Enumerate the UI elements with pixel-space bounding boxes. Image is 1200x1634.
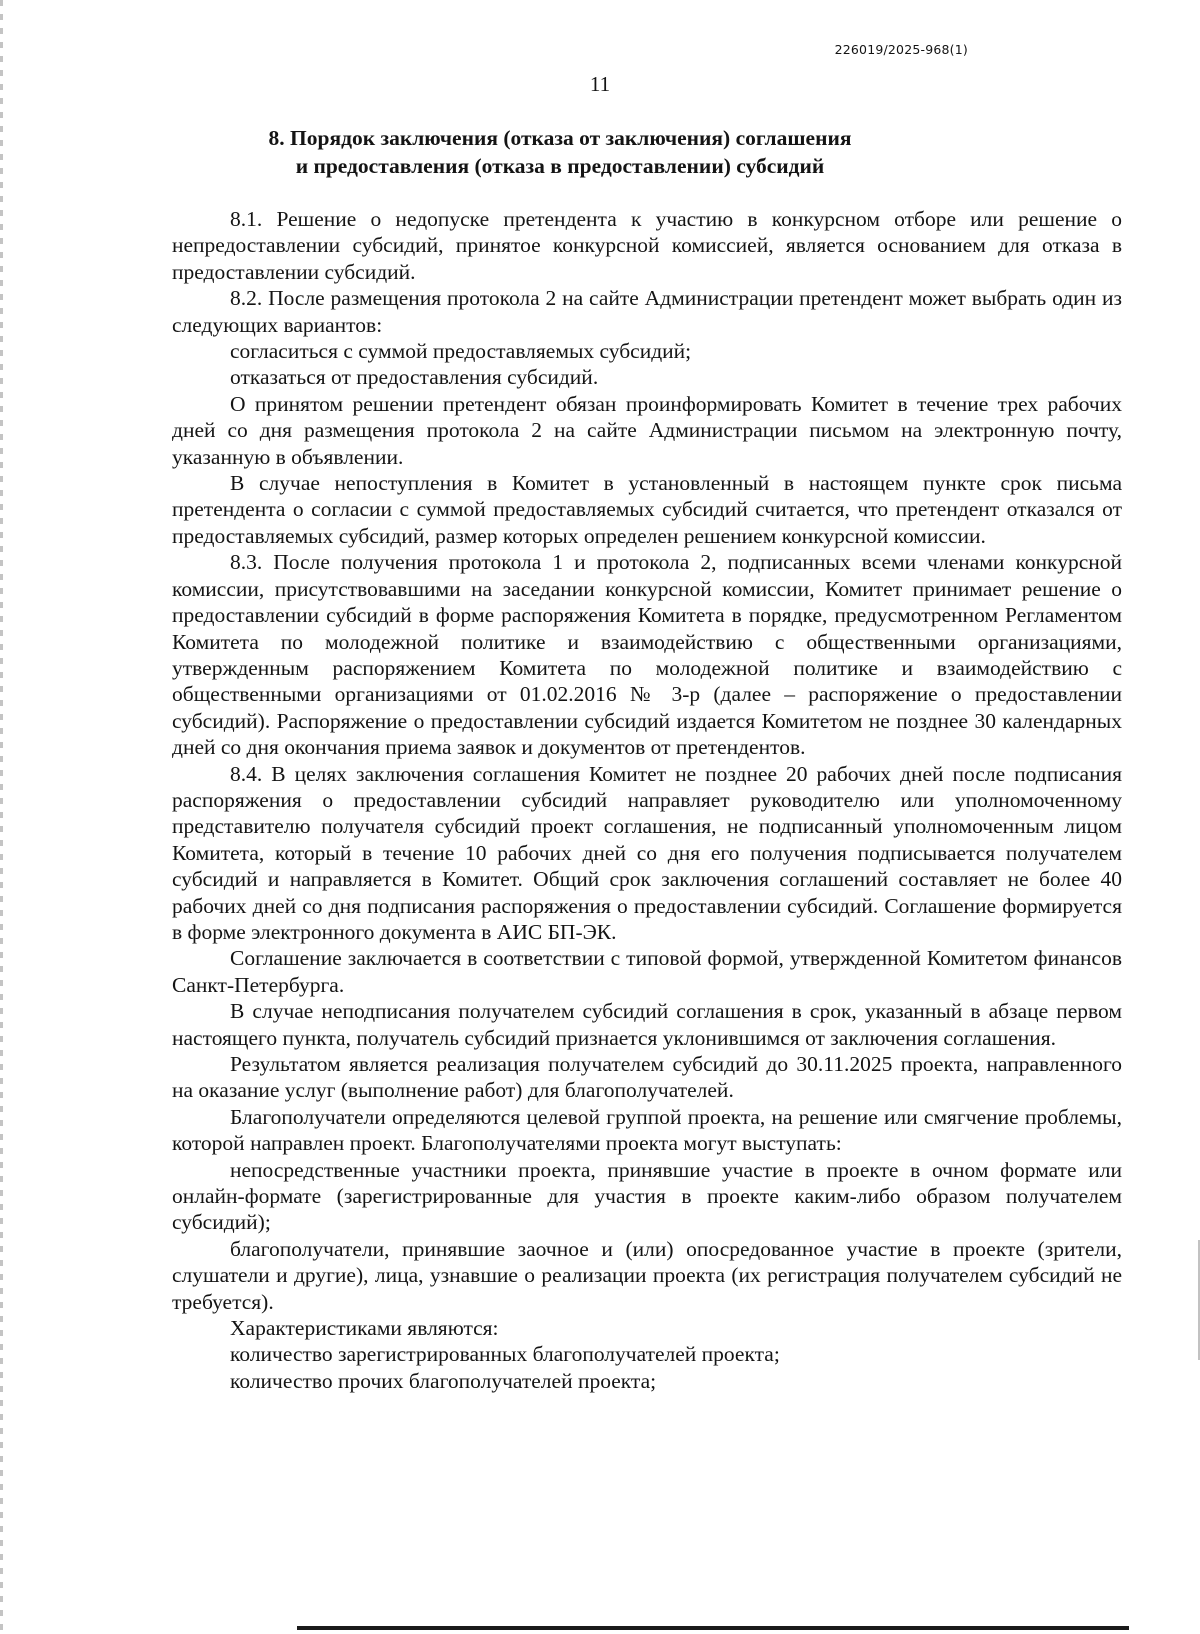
paragraph-indirect-participants: благополучатели, принявшие заочное и (или) опосредованное участие в проекте (зрители, слушатели и другие), лица, узнавшие о реализации проекта (их регистрация получателем субсидий не требуется). — [172, 1236, 1122, 1314]
paragraph-8-1: 8.1. Решение о недопуске претендента к участию в конкурсном отборе или решение о непредоставлении субсидий, принятое конкурсной комиссией, является основанием для отказа в предоставлении субсидий. — [172, 207, 1122, 284]
paragraph-notify: О принятом решении претендент обязан проинформировать Комитет в течение трех рабочих дней со дня размещения протокола 2 на сайте Администрации письмом на электронную почту, указанную в объявлении. — [172, 391, 1122, 469]
paragraph-direct-participants: непосредственные участники проекта, принявшие участие в проекте в очном формате или онлайн-формате (зарегистрированные для участия в проекте каким-либо образом получателем субсидий); — [172, 1157, 1122, 1235]
paragraph-no-response: В случае непоступления в Комитет в установленный в настоящем пункте срок письма претендента о согласии с суммой предоставляемых субсидий считается, что претендент отказался от предоставляемых субсидий, размер которых определен решением конкурсной комиссии. — [172, 471, 1122, 548]
paragraph-beneficiaries: Благополучатели определяются целевой группой проекта, на решение или смягчение проблемы, которой направлен проект. Благополучателями проекта могут выступать: — [172, 1104, 1122, 1156]
paragraph-non-signing: В случае неподписания получателем субсидий соглашения в срок, указанный в абзаце первом настоящего пункта, получатель субсидий признается уклонившимся от заключения соглашения. — [172, 999, 1122, 1050]
scan-left-edge-mark — [0, 0, 3, 1634]
option-item-agree: согласиться с суммой предоставляемых субсидий; — [230, 339, 692, 364]
paragraph-8-2: 8.2. После размещения протокола 2 на сайте Администрации претендент может выбрать один из следующих вариантов: — [172, 286, 1122, 337]
document-body — [172, 206, 1122, 1394]
paragraph-8-3: 8.3. После получения протокола 1 и протокола 2, подписанных всеми членами конкурсной комиссии, присутствовавшими на заседании конкурсной комиссии, Комитет принимает решение о предоставлении субсидий в форме распоряжения Комитета в порядке, предусмотренном Регламентом Комитета по молодежной политике и взаимодействию с общественными организациями, утвержденным распоряжением Комитета по молодежной политике и взаимодействию с общественными организациями от 01.02.2016 № 3-р (далее – распоряжение о предоставлении субсидий). Распоряжение о предоставлении субсидий издается Комитетом не позднее 30 календарных дней со дня окончания приема заявок и документов от претендентов. — [172, 550, 1122, 760]
paragraph-standard-form: Соглашение заключается в соответствии с типовой формой, утвержденной Комитетом финансов Санкт-Петербурга. — [172, 946, 1122, 997]
paragraph-8-4: 8.4. В целях заключения соглашения Комитет не позднее 20 рабочих дней после подписания распоряжения о предоставлении субсидий направляет руководителю или уполномоченному представителю получателя субсидий проект соглашения, не подписанный уполномоченным лицом Комитета, который в течение 10 рабочих дней со дня его получения подписывается получателем субсидий и направляется в Комитет. Общий срок заключения соглашений составляет не более 40 рабочих дней со дня подписания распоряжения о предоставлении субсидий. Соглашение формируется в форме электронного документа в АИС БП-ЭК. — [172, 761, 1122, 944]
bottom-scan-rule — [297, 1626, 1129, 1630]
page-number: 11 — [589, 72, 611, 96]
section-heading-line-2: и предоставления (отказа в предоставлении) субсидий — [295, 154, 825, 178]
option-item-refuse: отказаться от предоставления субсидий. — [230, 365, 599, 390]
list-item-registered: количество зарегистрированных благополучателей проекта; — [230, 1342, 780, 1367]
paragraph-result: Результатом является реализация получателем субсидий до 30.11.2025 проекта, направленного на оказание услуг (выполнение работ) для благополучателей. — [172, 1052, 1122, 1103]
list-item-other: количество прочих благополучателей проекта; — [230, 1368, 657, 1393]
section-heading — [172, 124, 948, 180]
document-code: 226019/2025-968(1) — [834, 42, 968, 57]
section-heading-line-1: 8. Порядок заключения (отказа от заключения) соглашения — [268, 126, 852, 150]
paragraph-characteristics: Характеристиками являются: — [230, 1316, 499, 1341]
